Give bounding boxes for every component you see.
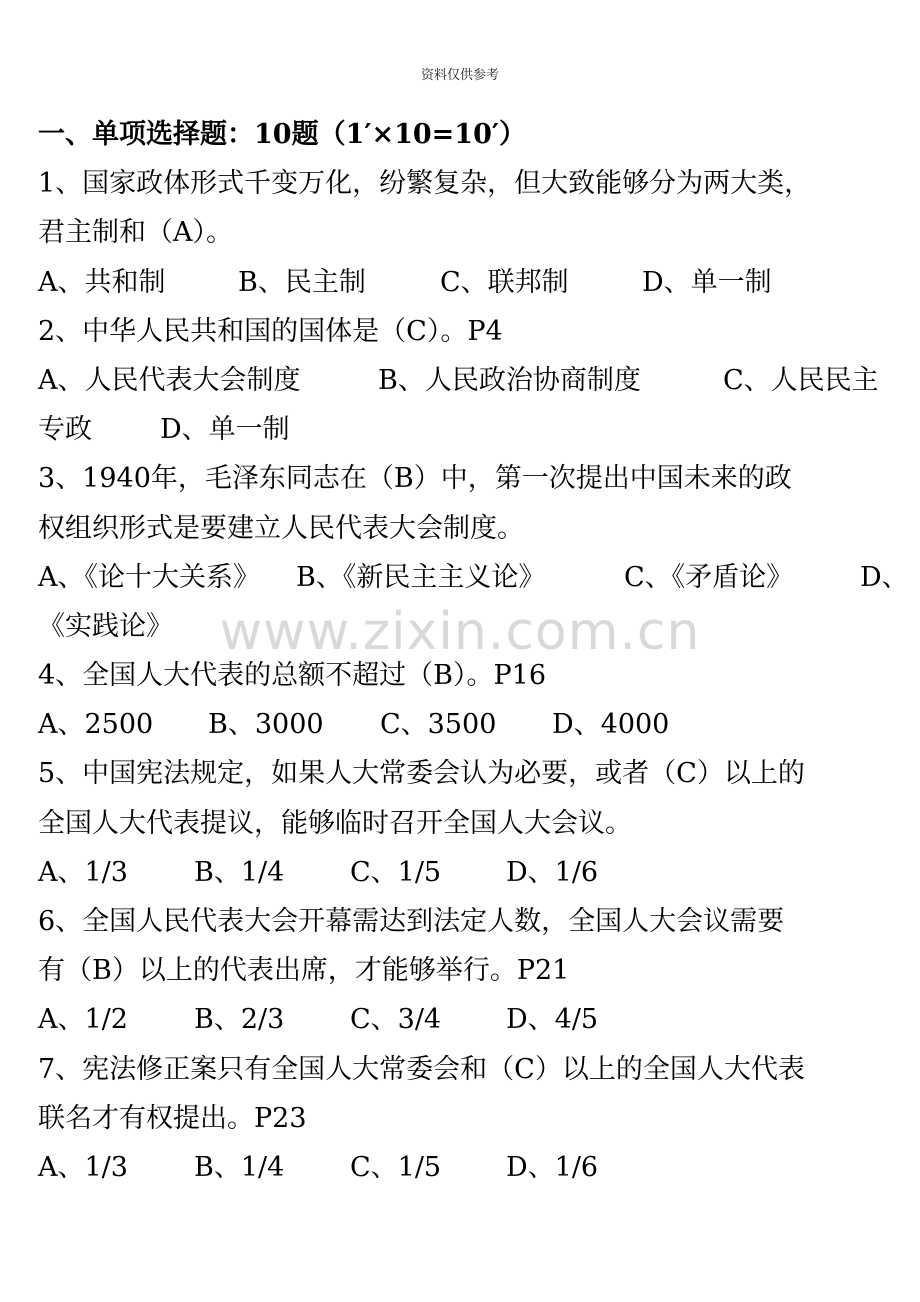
option-c: C、1/5 [350, 1151, 442, 1183]
option-d: D、单一制 [160, 414, 290, 446]
question-3-options-cont: 《实践论》 [38, 610, 173, 642]
option-c: C、联邦制 [440, 266, 569, 298]
option-b: B、1/4 [194, 1151, 285, 1183]
question-3-line-2: 权组织形式是要建立人民代表大会制度。 [38, 512, 524, 544]
question-2-line-1: 2、中华人民共和国的国体是（C）。P4 [38, 315, 503, 347]
question-4-line-1: 4、全国人大代表的总额不超过（B）。P16 [38, 660, 547, 692]
section-title: 一、单项选择题：10题（1′×10=10′） [38, 119, 526, 150]
option-b: B、人民政治协商制度 [378, 364, 641, 396]
option-b: B、《新民主主义论》 [296, 561, 546, 593]
option-b: B、2/3 [194, 1004, 285, 1036]
option-c: C、3/4 [350, 1004, 442, 1036]
question-3-line-1: 3、1940年，毛泽东同志在（B）中，第一次提出中国未来的政 [38, 463, 792, 495]
option-c: C、3500 [380, 709, 497, 741]
option-a: A、1/2 [38, 1004, 128, 1036]
option-c-cont: 专政 [38, 414, 92, 446]
question-2-options-cont [38, 405, 890, 454]
option-a: A、人民代表大会制度 [38, 364, 301, 396]
option-a: A、1/3 [38, 856, 128, 888]
option-d: D、4000 [552, 709, 670, 741]
option-d: D、4/5 [506, 1004, 599, 1036]
question-3-options [38, 553, 909, 602]
question-7-line-2: 联名才有权提出。P23 [38, 1102, 307, 1134]
question-4-options [38, 700, 890, 749]
option-c: C、《矛盾论》 [624, 561, 794, 593]
question-7-options [38, 1143, 890, 1192]
question-6-line-2: 有（B）以上的代表出席，才能够举行。P21 [38, 955, 570, 987]
option-a: A、《论十大关系》 [38, 561, 260, 593]
option-c: C、人民民主 [723, 364, 879, 396]
option-a: A、1/3 [38, 1151, 128, 1183]
option-a: A、2500 [38, 709, 154, 741]
document-body [38, 110, 909, 1192]
option-b: B、1/4 [194, 856, 285, 888]
question-2-options [38, 356, 890, 405]
question-7-line-1: 7、宪法修正案只有全国人大常委会和（C）以上的全国人大代表 [38, 1053, 805, 1085]
option-d: D、1/6 [506, 856, 599, 888]
option-d: D、 [860, 561, 909, 593]
question-5-line-2: 全国人大代表提议，能够临时召开全国人大会议。 [38, 807, 632, 839]
question-1-line-1: 1、国家政体形式千变万化，纷繁复杂，但大致能够分为两大类， [38, 168, 812, 200]
question-1-options [38, 258, 890, 307]
option-d: D、单一制 [642, 266, 772, 298]
option-c: C、1/5 [350, 856, 442, 888]
question-5-line-1: 5、中国宪法规定，如果人大常委会认为必要，或者（C）以上的 [38, 758, 805, 790]
question-5-options [38, 848, 890, 897]
question-6-line-1: 6、全国人民代表大会开幕需达到法定人数，全国人大会议需要 [38, 906, 785, 937]
watermark: www.zixin.com.cn [219, 602, 701, 662]
option-b: B、民主制 [238, 266, 366, 298]
page-header: 资料仅供参考 [420, 68, 499, 83]
option-a: A、共和制 [38, 266, 166, 298]
option-d: D、1/6 [506, 1151, 599, 1183]
question-1-line-2: 君主制和（A）。 [38, 217, 233, 249]
option-b: B、3000 [208, 709, 324, 741]
question-6-options [38, 995, 890, 1044]
